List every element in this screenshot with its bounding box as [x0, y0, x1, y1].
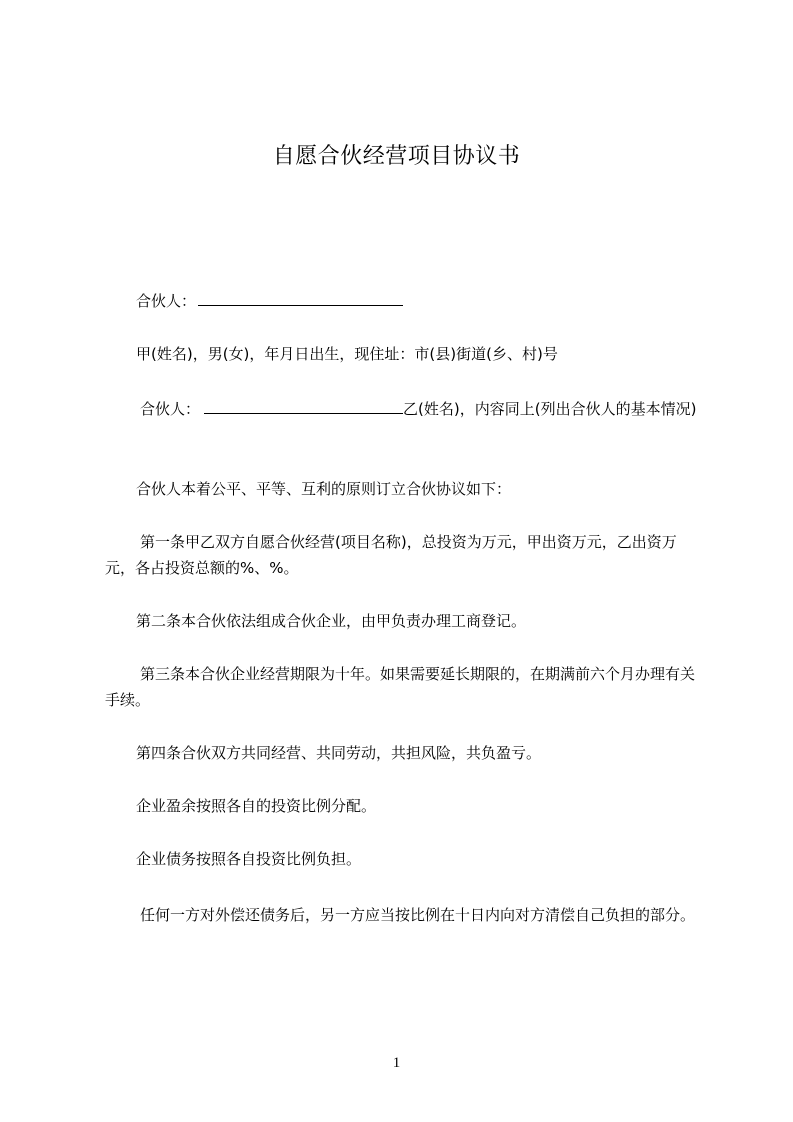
repay-paragraph: 任何一方对外偿还债务后，另一方应当按比例在十日内向对方清偿自己负担的部分。 — [140, 906, 696, 924]
partner2-paragraph — [105, 396, 701, 422]
partner2-detail: 乙(姓名)，内容同上(列出合伙人的基本情况) — [403, 400, 697, 418]
profit-paragraph: 企业盈余按照各自的投资比例分配。 — [136, 797, 377, 815]
page-number: 1 — [392, 1055, 401, 1071]
document-title: 自愿合伙经营项目协议书 — [272, 144, 521, 169]
partner2-blank — [204, 399, 403, 414]
partner1-line — [105, 288, 701, 314]
article-3: 第三条本合伙企业经营期限为十年。如果需要延长期限的，在期满前六个月办理有关手续。 — [105, 665, 696, 709]
article-4: 第四条合伙双方共同经营、共同劳动，共担风险，共负盈亏。 — [136, 744, 542, 762]
partner1-label: 合伙人： — [136, 292, 197, 310]
debt-paragraph: 企业债务按照各自投资比例负担。 — [136, 850, 362, 868]
partner1-detail: 甲(姓名)，男(女)，年月日出生，现住址：市(县)街道(乡、村)号 — [136, 345, 558, 363]
article-2: 第二条本合伙依法组成合伙企业，由甲负责办理工商登记。 — [136, 612, 527, 630]
partner1-blank — [198, 291, 403, 306]
partner2-label: 合伙人： — [140, 400, 201, 418]
article-1: 第一条甲乙双方自愿合伙经营(项目名称)，总投资为万元，甲出资万元，乙出资万元，各占投资总额的%、%。 — [105, 533, 677, 577]
intro-paragraph: 合伙人本着公平、平等、互利的原则订立合伙协议如下： — [136, 480, 512, 498]
